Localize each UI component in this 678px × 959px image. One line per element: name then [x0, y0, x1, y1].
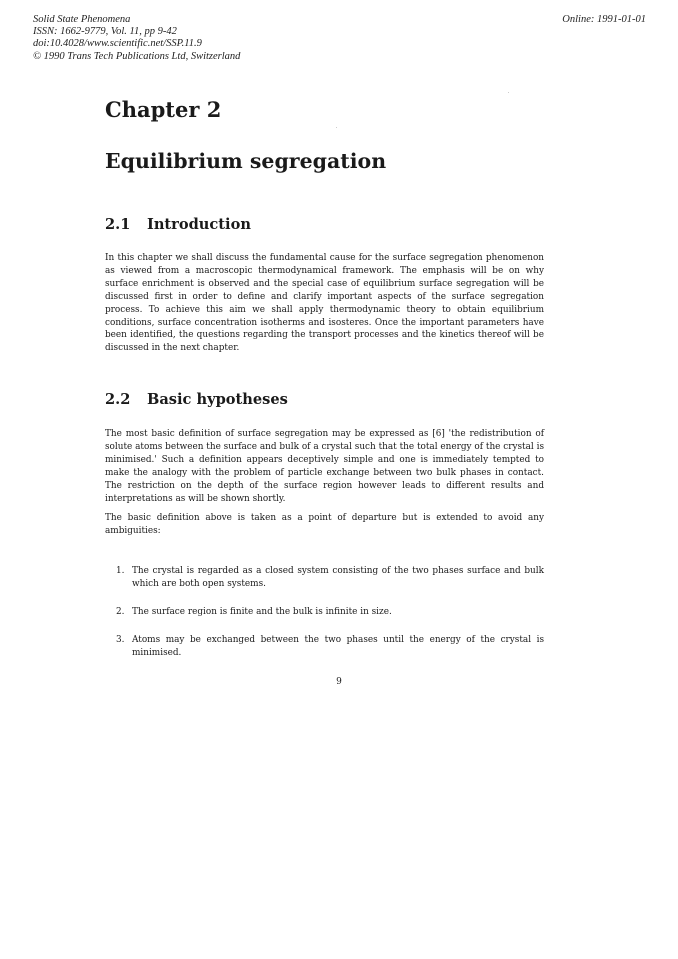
list-item	[105, 565, 544, 591]
chapter-label: Chapter 2	[105, 97, 222, 122]
doi-line: doi:10.4028/www.scientific.net/SSP.11.9	[33, 38, 202, 50]
list-item-number: 1.	[116, 566, 125, 576]
copyright-line: © 1990 Trans Tech Publications Ltd, Switzerland	[33, 50, 241, 62]
section-number: 2.2	[105, 391, 131, 408]
section-title: Basic hypotheses	[147, 391, 288, 408]
chapter-title: Equilibrium segregation	[105, 149, 387, 173]
list-item-number: 3.	[116, 634, 125, 645]
metadata-block	[33, 14, 240, 63]
scan-speck	[336, 127, 337, 128]
list-item	[105, 634, 544, 660]
hypotheses-paragraph: The basic definition above is taken as a point of departure but is extended to avoid any ambiguities:	[105, 513, 544, 536]
list-item-number: 2.	[116, 606, 125, 617]
list-item-text: The crystal is regarded as a closed system consisting of the two phases surface and bulk which are both open systems.	[132, 566, 544, 589]
issn-line: ISSN: 1662-9779, Vol. 11, pp 9-42	[33, 26, 177, 38]
section-title: Introduction	[147, 216, 251, 233]
hypotheses-paragraph: The most basic definition of surface segregation may be expressed as [6] 'the redistribution of solute atoms between the surface and bulk of a crystal such that the total energy of the crystal is minimised.' Such a definition appears deceptively simple and one is immediately tempted to make the analogy with the problem of particle exchange between two bulk phases in contact. The restriction on the depth of the surface region however leads to different results and interpretations as will be shown shortly.	[105, 429, 544, 504]
section-heading-introduction	[105, 215, 251, 235]
online-date: Online: 1991-01-01	[562, 14, 646, 25]
list-item-text: The surface region is finite and the bulk is infinite in size.	[132, 606, 392, 617]
section-number: 2.1	[105, 216, 131, 233]
introduction-paragraph: In this chapter we shall discuss the fundamental cause for the surface segregation phenomenon as viewed from a macroscopic thermodynamical framework. The emphasis will be on why surface enrichment is observed and the special case of equilibrium surface segregation will be discussed first in order to define and clarify important aspects of the surface segregation process. To achieve this aim we shall apply thermodynamic theory to obtain equilibrium conditions, surface concentration isotherms and isosteres. Once the important parameters have been identified, the questions regarding the transport processes and the kinetics thereof will be discussed in the next chapter.	[105, 253, 544, 354]
journal-name: Solid State Phenomena	[33, 14, 131, 25]
hypotheses-list	[105, 565, 544, 660]
list-item	[105, 606, 544, 619]
section-heading-basic-hypotheses	[105, 390, 288, 410]
scan-speck	[508, 92, 509, 93]
list-item-text: Atoms may be exchanged between the two phases until the energy of the crystal is minimised.	[132, 634, 544, 658]
page-number: 9	[336, 677, 342, 687]
